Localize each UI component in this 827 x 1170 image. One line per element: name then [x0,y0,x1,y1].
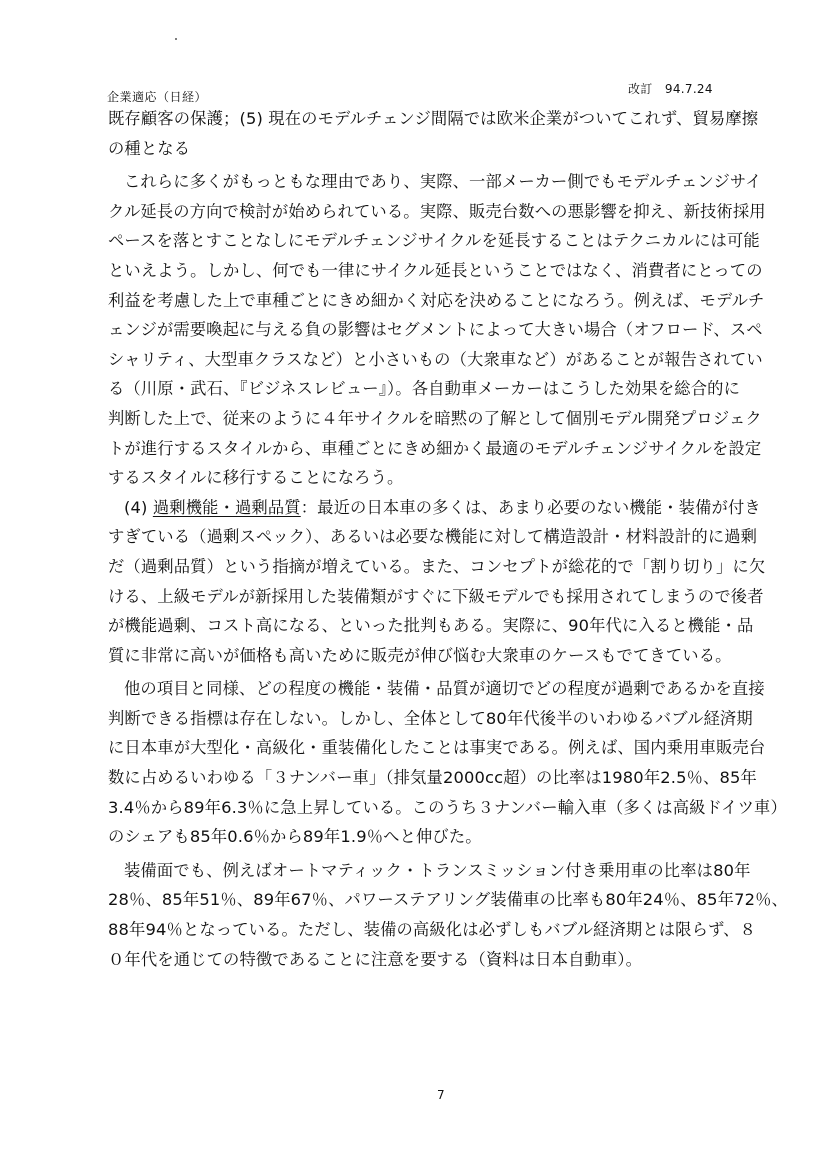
text-line: 利益を考慮した上で車種ごとにきめ細かく対応を決めることになろう。例えば、モデルチ [108,290,765,310]
header-revision-date: 改訂 94.7.24 [628,82,713,96]
scan-speck [175,38,177,40]
text-line: シャリティ、大型車クラスなど）と小さいもの（大衆車など）があることが報告されてい [108,349,763,369]
text-line: するスタイルに移行することになろう。 [108,468,404,488]
text-line: クル延長の方向で検討が始められている。実際、販売台数への悪影響を抑え、新技術採用 [108,201,766,221]
text-line: 88年94％となっている。ただし、装備の高級化は必ずしもバブル経済期とは限らず、８ [108,920,757,940]
text-line: 判断した上で、従来のように４年サイクルを暗黙の了解として個別モデル開発プロジェク [108,408,762,428]
text-line: の種となる [108,138,191,158]
text-line: 判断できる指標は存在しない。しかし、全体として80年代後半のいわゆるバブル経済期 [108,708,753,728]
text-line: 既存顧客の保護；(5) 現在のモデルチェンジ間隔では欧米企業がついてこれず、貿易摩擦 [108,109,759,128]
text-line: 質に非常に高いが価格も高いために販売が伸び悩む大衆車のケースもでてきている。 [108,645,732,665]
text-line: ける、上級モデルが新採用した装備類がすぐに下級モデルでも採用されてしまうので後者 [108,586,764,606]
text-line: すぎている（過剰スペック）、あるいは必要な機能に対して構造設計・材料設計的に過剰 [108,527,758,547]
paragraph-start-line: これらに多くがもっともな理由であり、実際、一部メーカー側でもモデルチェンジサイ [124,172,762,192]
text-line: だ（過剰品質）という指摘が増えている。また、コンセプトが総花的で「割り切り」に欠 [108,556,766,576]
text-line: 3.4％から89年6.3％に急上昇している。このうち３ナンバー輸入車（多くは高級ドイツ車） [108,797,787,817]
text-line: ペースを落とすことなしにモデルチェンジサイクルを延長することはテクニカルには可能 [108,231,760,251]
text-line: に日本車が大型化・高級化・重装備化したことは事実である。例えば、国内乗用車販売台 [108,738,766,758]
paragraph-start-line: 他の項目と同様、どの程度の機能・装備・品質が適切でどの程度が過剰であるかを直接 [124,679,765,699]
text-line: トが進行するスタイルから、車種ごとにきめ細かく最適のモデルチェンジサイクルを設定 [108,438,762,458]
text-line: ェンジが需要喚起に与える負の影響はセグメントによって大きい場合（オフロード、スペ [108,320,763,340]
section-text: ：最近の日本車の多くは、あまり必要のない機能・装備が付き [300,497,761,517]
body-text [108,104,788,974]
text-line: が機能過剰、コスト高になる、といった批判もある。実際に、90年代に入ると機能・品 [108,616,754,636]
text-line: ０年代を通じての特徴であることに注意を要する（資料は日本自動車）。 [108,949,643,969]
text-line: といえよう。しかし、何でも一律にサイクル延長ということではなく、消費者にとっての [108,260,763,280]
page-number: 7 [437,1088,445,1102]
text-line: のシェアも85年0.6％から89年1.9％へと伸びた。 [108,827,482,847]
text-line: 数に占めるいわゆる「３ナンバー車」（排気量2000cc超）の比率は1980年2.5％、85年 [108,768,757,788]
text-line: る（川原・武石、『ビジネスレビュー』）。各自動車メーカーはこうした効果を総合的に [108,379,741,399]
section-heading: 過剰機能・過剰品質 [152,497,301,517]
section-heading-line [108,493,780,523]
section-number: (4) [124,497,153,517]
text-line: 28％、85年51％、89年67％、パワーステアリング装備車の比率も80年24％、85年72％、 [108,890,788,910]
paragraph-start-line: 装備面でも、例えばオートマティック・トランスミッション付き乗用車の比率は80年 [124,860,751,880]
header-source: 企業適応（日経） [107,90,208,104]
